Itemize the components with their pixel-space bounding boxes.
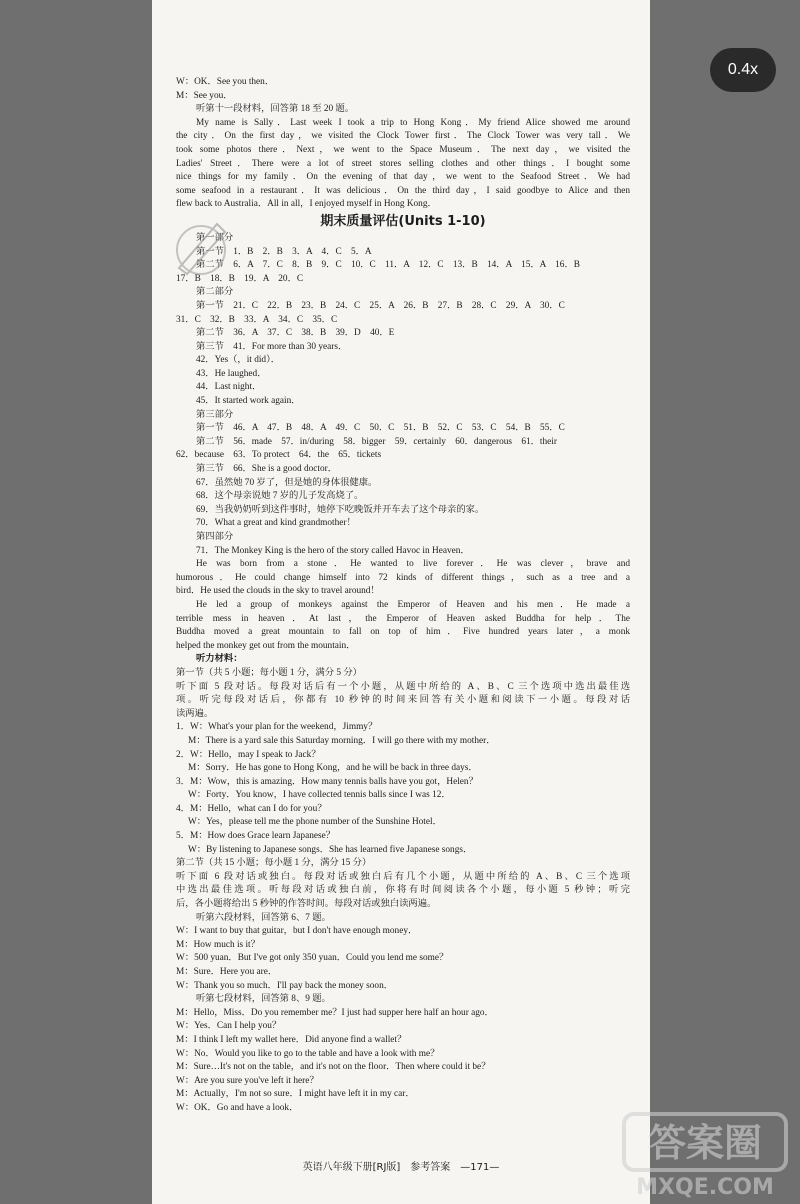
text-line: My name is Sally．Last week I took a trip to Hong Kong．My friend Alice showed me around (196, 117, 630, 128)
listening-line: 听下面 6 段对话或独白。每段对话或独白后有几个小题，从题中所给的 A、B、C 三个选项 (176, 871, 630, 882)
text-line: the city．On the first day，we visited the Clock Tower first．The Clock Tower was very tall．We (176, 131, 630, 142)
text-line: Ladies' Street．There were a lot of street stores selling clothes and other things．I bought some (176, 158, 630, 169)
text-line: some seafood in a restaurant．It was delicious．On the third day，I said goodbye to Alice and then (176, 185, 630, 196)
listening-line: M：There is a yard sale this Saturday morning．I will go there with my mother． (188, 735, 496, 746)
listening-line: 听第六段材料，回答第 6、7 题。 (196, 912, 331, 923)
page-footer: 英语八年级下册[RJ版] 参考答案 —171— (302, 1162, 500, 1173)
listening-line: 中选出最佳选项。听每段对话或独白前，你将有时间阅读各个小题，每小题 5 秒钟；听完 (176, 885, 630, 896)
listening-line: W：By listening to Japanese songs．She has learned five Japanese songs． (188, 844, 473, 855)
text-line: took some photos there．Next，we went to the Space Museum．The next day，we visited the (176, 144, 630, 155)
answer-line: 42．Yes（，it did）． (196, 355, 281, 366)
answer-line: 第一节 21．C 22．B 23．B 24．C 25．A 26．B 27．B 28．C 29．A 30．C (196, 300, 565, 311)
answer-line: 70．What a great and kind grandmother！ (196, 518, 356, 529)
listening-line: W：Thank you so much．I'll pay back the money soon． (176, 980, 394, 991)
playback-speed-badge[interactable]: 0.4x (710, 48, 776, 92)
listening-line: M：Sure．Here you are． (176, 967, 278, 977)
listening-line: W：500 yuan．But I've got only 350 yuan．Could you lend me some？ (176, 953, 449, 964)
answer-line: 43．He laughed． (196, 368, 267, 379)
answer-line: He led a group of monkeys against the Emperor of Heaven and his men．He made a (196, 599, 630, 610)
listening-line: 2．W：Hello，may I speak to Jack？ (176, 749, 321, 760)
answer-line: 第一节 1．B 2．B 3．A 4．C 5．A (196, 246, 372, 257)
listening-line: M：I think I left my wallet here．Did anyone find a wallet？ (176, 1034, 407, 1045)
listening-line: W：Are you sure you've left it here？ (176, 1075, 319, 1086)
listening-line: 第一节（共 5 小题；每小题 1 分，满分 5 分） (176, 667, 362, 678)
logo-site: MXQE.COM (636, 1175, 774, 1200)
answer-line: humorous．He could change himself into 72 kinds of different things，such as a tree and a (176, 572, 630, 583)
document-page (152, 0, 650, 1204)
listening-line: M：Sorry．He has gone to Hong Kong，and he will be back in three days． (188, 763, 478, 774)
text-line: flew back to Australia．All in all，I enjoyed myself in Hong Kong． (176, 199, 437, 210)
listening-line: 听下面 5 段对话。每段对话后有一个小题，从题中所给的 A、B、C 三个选项中选出最佳选 (176, 681, 630, 692)
answer-line: 68．这个母亲说她 7 岁的儿子发高烧了。 (196, 491, 364, 502)
answer-line: 第二节 56．made 57．in/during 58．bigger 59．certainly 60．dangerous 61．their (196, 436, 557, 447)
listening-line: W：Yes，please tell me the phone number of the Sunshine Hotel． (188, 817, 442, 828)
answer-line: terrible mess in heaven．At last，the Emperor of Heaven asked Buddha for help．The (176, 613, 630, 624)
section-title: 期末质量评估(Units 1-10) (320, 213, 486, 229)
listening-line: M：Hello，Miss．Do you remember me？I just had supper here half an hour ago． (176, 1007, 494, 1018)
listening-line: 5．M：How does Grace learn Japanese？ (176, 831, 336, 842)
listening-line: M：Actually，I'm not so sure．I might have left it in my car． (176, 1089, 415, 1100)
listening-line: 读两遍。 (176, 708, 214, 719)
listening-line: M：Sure…It's not on the table，and it's not on the floor．Then where could it be？ (176, 1062, 491, 1073)
answer-line: 第一节 46．A 47．B 48．A 49．C 50．C 51．B 52．C 53．C 54．B 55．C (196, 423, 565, 434)
listening-line: W：Yes．Can I help you？ (176, 1021, 282, 1032)
answer-line: 第三节 66．She is a good doctor． (196, 464, 337, 475)
answer-line: 67．虽然她 70 岁了，但是她的身体很健康。 (196, 477, 378, 488)
part-heading: 第一部分 (196, 232, 234, 243)
answer-line: 44．Last night． (196, 382, 262, 393)
listening-line: 项。听完每段对话后，你都有 10 秒钟的时间来回答有关小题和阅读下一小题。每段对话 (176, 695, 630, 706)
page-content (176, 76, 630, 1116)
answer-line: 第二节 36．A 37．C 38．B 39．D 40．E (196, 328, 395, 339)
listening-line: 1．W：What's your plan for the weekend，Jimmy？ (176, 722, 378, 733)
part-heading: 第三部分 (196, 409, 234, 420)
listening-line: W：No．Would you like to go to the table and have a look with me？ (176, 1048, 440, 1059)
pencil-stamp-icon (165, 210, 237, 282)
listening-line: 第二节（共 15 小题；每小题 1 分，满分 15 分） (176, 858, 372, 869)
answer-line: He was born from a stone．He wanted to live forever．He was clever，brave and (196, 559, 630, 570)
text-line: W：OK．See you then． (176, 77, 275, 87)
answer-line: 31．C 32．B 33．A 34．C 35．C (176, 314, 338, 325)
answer-line: 17．B 18．B 19．A 20．C (176, 273, 304, 284)
listening-line: W：Forty．You know，I have collected tennis balls since I was 12． (188, 790, 451, 801)
listening-line: W：OK．Go and have a look． (176, 1102, 299, 1113)
logo-text: 答案圈 (647, 1121, 763, 1165)
listening-line: W：I want to buy that guitar，but I don't have enough money． (176, 926, 418, 937)
listening-line: 听第七段材料，回答第 8、9 题。 (196, 994, 331, 1005)
text-line: nice things for my family．On the evening of that day，we went to the Seafood Street．We had (176, 172, 630, 183)
part-heading: 第四部分 (196, 532, 234, 542)
answer-line: Buddha moved a great mountain to fall on top of him．Five hundred years later，a monk (176, 627, 630, 638)
answer-line: bird．He used the clouds in the sky to travel around！ (176, 586, 380, 597)
answer-line: 69．当我奶奶听到这件事时，她停下吃晚饭并开车去了这个母亲的家。 (196, 504, 485, 515)
listening-line: 后，各小题将给出 5 秒钟的作答时间。每段对话或独白读两遍。 (176, 899, 437, 910)
answer-line: 71．The Monkey King is the hero of the story called Havoc in Heaven． (196, 545, 470, 556)
answer-line: 45．It started work again． (196, 396, 301, 407)
answer-line: 第二节 6．A 7．C 8．B 9．C 10．C 11．A 12．C 13．B 14．A 15．A 16．B (196, 260, 580, 271)
part-heading: 第二部分 (196, 287, 234, 298)
listening-line: 4．M：Hello，what can I do for you？ (176, 803, 327, 814)
answer-line: 62．because 63．To protect 64．the 65．tickets (176, 450, 382, 461)
answer-site-watermark-logo (620, 1110, 790, 1200)
text-line: 听第十一段材料，回答第 18 至 20 题。 (196, 104, 355, 115)
listening-heading: 听力材料： (196, 654, 243, 665)
text-line: M：See you． (176, 90, 233, 101)
answer-line: 第三节 41．For more than 30 years． (196, 341, 348, 352)
listening-line: M：How much is it？ (176, 939, 260, 950)
answer-line: helped the monkey get out from the mountain． (176, 640, 356, 651)
listening-line: 3．M：Wow，this is amazing．How many tennis balls have you got，Helen？ (176, 776, 478, 787)
